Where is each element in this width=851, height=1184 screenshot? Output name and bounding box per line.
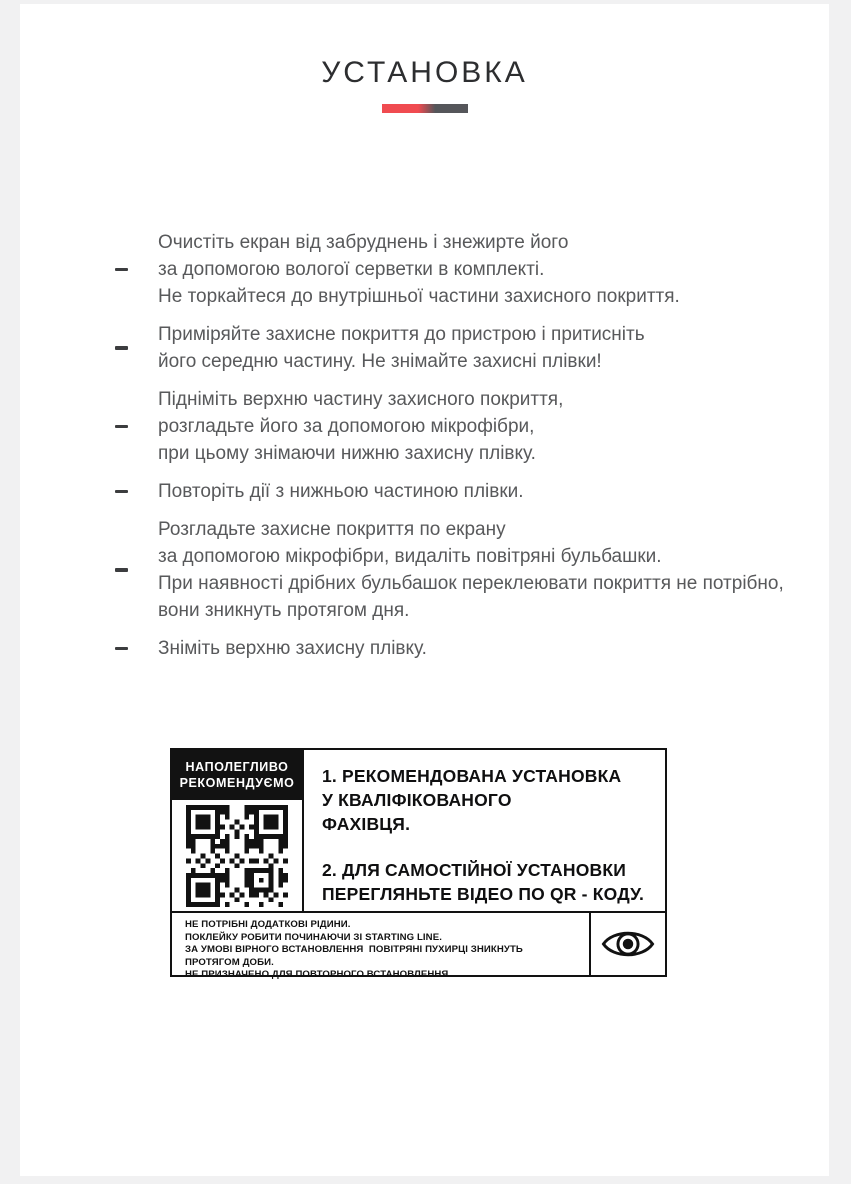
recommendation-line: 2. ДЛЯ САМОСТІЙНОЇ УСТАНОВКИ [322, 860, 627, 880]
title-accent-bar [382, 104, 468, 113]
note-line: ЗА УМОВІ ВІРНОГО ВСТАНОВЛЕННЯ ПОВІТРЯНІ ПУХИРЦІ ЗНИКНУТЬ ПРОТЯГОМ ДОБИ. [185, 944, 529, 968]
badge-line: РЕКОМЕНДУЄМО [179, 776, 295, 790]
recommendation-box-footer [172, 911, 665, 981]
instruction-line: за допомогою мікрофібри, видаліть повітряні бульбашки. [158, 546, 662, 567]
instruction-line: розгладьте його за допомогою мікрофібри, [158, 416, 535, 437]
dash-bullet [115, 647, 158, 651]
instruction-line: Приміряйте захисне покриття до пристрою і притисніть [158, 324, 645, 345]
note-line: НЕ ПОТРІБНІ ДОДАТКОВІ РІДИНИ. [185, 919, 351, 930]
recommendation-box-left-column [172, 750, 304, 911]
instruction-line: його середню частину. Не знімайте захисні плівки! [158, 351, 602, 372]
instruction-line: При наявності дрібних бульбашок переклеювати покриття не потрібно, [158, 573, 784, 594]
page-title: УСТАНОВКА [321, 56, 528, 89]
instruction-line: Розгладьте захисне покриття по екрану [158, 519, 506, 540]
instruction-item [115, 478, 793, 505]
recommendation-line: ПЕРЕГЛЯНЬТЕ ВІДЕО ПО QR - КОДУ. [322, 884, 645, 904]
instruction-line: Зніміть верхню захисну плівку. [158, 638, 427, 659]
recommendation-item [322, 858, 655, 906]
recommendation-line: У КВАЛІФІКОВАНОГО [322, 790, 512, 810]
instruction-card [20, 4, 829, 1176]
eye-icon [589, 913, 665, 975]
recommendation-item [322, 764, 655, 836]
strongly-recommend-badge [172, 750, 302, 800]
instruction-item [115, 516, 793, 624]
instruction-item [115, 635, 793, 662]
qr-code-icon [172, 800, 302, 911]
recommendation-line: ФАХІВЦЯ. [322, 814, 411, 834]
dash-bullet [115, 425, 158, 429]
recommendation-text-area [304, 750, 665, 911]
instruction-line: Повторіть дії з нижньою частиною плівки. [158, 481, 524, 502]
notes-list [172, 913, 589, 981]
badge-line: НАПОЛЕГЛИВО [185, 760, 289, 774]
recommendation-line: 1. РЕКОМЕНДОВАНА УСТАНОВКА [322, 766, 622, 786]
dash-bullet [115, 346, 158, 350]
instruction-line: за допомогою вологої серветки в комплекті. [158, 259, 545, 280]
dash-bullet [115, 490, 158, 494]
instruction-line: вони зникнуть протягом дня. [158, 600, 410, 621]
instruction-line: Очистіть екран від забруднень і знежирте його [158, 232, 569, 253]
dash-bullet [115, 568, 158, 572]
instruction-item [115, 321, 793, 375]
instruction-item [115, 386, 793, 467]
instruction-line: Підніміть верхню частину захисного покриття, [158, 389, 564, 410]
instruction-line: Не торкайтеся до внутрішньої частини захисного покриття. [158, 286, 680, 307]
dash-bullet [115, 268, 158, 272]
note-line: ПОКЛЕЙКУ РОБИТИ ПОЧИНАЮЧИ ЗІ STARTING LINE. [185, 931, 442, 943]
instruction-line: при цьому знімаючи нижню захисну плівку. [158, 443, 536, 464]
note-line: НЕ ПРИЗНАЧЕНО ДЛЯ ПОВТОРНОГО ВСТАНОВЛЕННЯ. [185, 969, 452, 981]
instruction-list [115, 229, 793, 673]
recommendation-box [170, 748, 667, 981]
recommendation-box-main [172, 750, 665, 911]
instruction-item [115, 229, 793, 310]
